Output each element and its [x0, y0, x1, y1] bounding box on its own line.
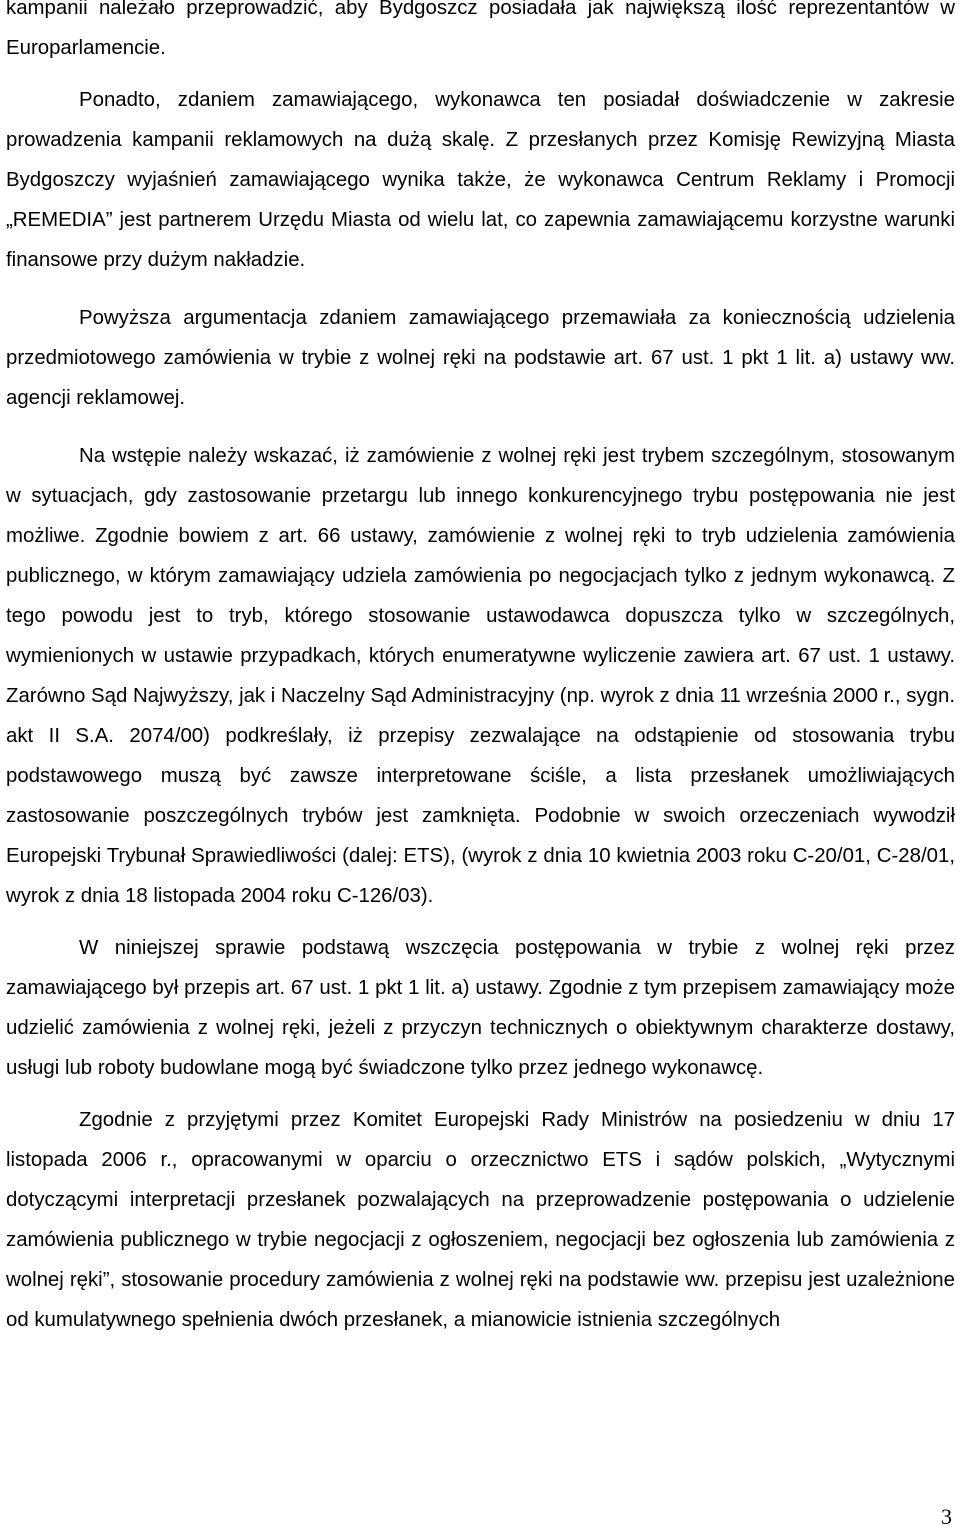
paragraph-argumentation: Powyższa argumentacja zdaniem zamawiającego przemawiała za koniecznością udzielenia przedmiotowego zamówienia w trybie z wolnej ręki na podstawie art. 67 ust. 1 pkt 1 lit. a) ustawy ww. agencji reklamowej.: [6, 307, 955, 409]
page-number: 3: [941, 1504, 952, 1529]
paragraph-current-case: W niniejszej sprawie podstawą wszczęcia postępowania w trybie z wolnej ręki przez zamawiającego był przepis art. 67 ust. 1 pkt 1 lit. a) ustawy. Zgodnie z tym przepisem zamawiający może udzielić zamówienia z wolnej ręki, jeżeli z przyczyn technicznych o obiektywnym charakterze dostawy, usługi lub roboty budowlane mogą być świadczone tylko przez jednego wykonawcę.: [6, 937, 955, 1079]
paragraph-contractor-experience: Ponadto, zdaniem zamawiającego, wykonawca ten posiadał doświadczenie w zakresie prowadzenia kampanii reklamowych na dużą skalę. Z przesłanych przez Komisję Rewizyjną Miasta Bydgoszczy wyjaśnień zamawiającego wynika także, że wykonawca Centrum Reklamy i Promocji „REMEDIA” jest partnerem Urzędu Miasta od wielu lat, co zapewnia zamawiającemu korzystne warunki finansowe przy dużym nakładzie.: [6, 89, 955, 271]
paragraph-continuation: kampanii należało przeprowadzić, aby Bydgoszcz posiadała jak największą ilość reprezentantów w Europarlamencie.: [6, 0, 955, 59]
paragraph-legal-basis: Na wstępie należy wskazać, iż zamówienie z wolnej ręki jest trybem szczególnym, stosowanym w sytuacjach, gdy zastosowanie przetargu lub innego konkurencyjnego trybu postępowania nie jest możliwe. Zgodnie bowiem z art. 66 ustawy, zamówienie z wolnej ręki to tryb udzielenia zamówienia publicznego, w którym zamawiający udziela zamówienia po negocjacjach tylko z jednym wykonawcą. Z tego powodu jest to tryb, którego stosowanie ustawodawca dopuszcza tylko w szczególnych, wymienionych w ustawie przypadkach, których enumeratywne wyliczenie zawiera art. 67 ust. 1 ustawy. Zarówno Sąd Najwyższy, jak i Naczelny Sąd Administracyjny (np. wyrok z dnia 11 września 2000 r., sygn. akt II S.A. 2074/00) podkreślały, iż przepisy zezwalające na odstąpienie od stosowania trybu podstawowego muszą być zawsze interpretowane ściśle, a lista przesłanek umożliwiających zastosowanie poszczególnych trybów jest zamknięta. Podobnie w swoich orzeczeniach wywodził Europejski Trybunał Sprawiedliwości (dalej: ETS), (wyrok z dnia 10 kwietnia 2003 roku C-20/01, C-28/01, wyrok z dnia 18 listopada 2004 roku C-126/03).: [6, 445, 955, 907]
paragraph-guidelines: Zgodnie z przyjętymi przez Komitet Europejski Rady Ministrów na posiedzeniu w dniu 17 listopada 2006 r., opracowanymi w oparciu o orzecznictwo ETS i sądów polskich, „Wytycznymi dotyczącymi interpretacji przesłanek pozwalających na przeprowadzenie postępowania o udzielenie zamówienia publicznego w trybie negocjacji z ogłoszeniem, negocjacji bez ogłoszenia lub zamówienia z wolnej ręki”, stosowanie procedury zamówienia z wolnej ręki na podstawie ww. przepisu jest uzależnione od kumulatywnego spełnienia dwóch przesłanek, a mianowicie istnienia szczególnych: [6, 1109, 955, 1331]
document-body: [6, 0, 955, 1340]
